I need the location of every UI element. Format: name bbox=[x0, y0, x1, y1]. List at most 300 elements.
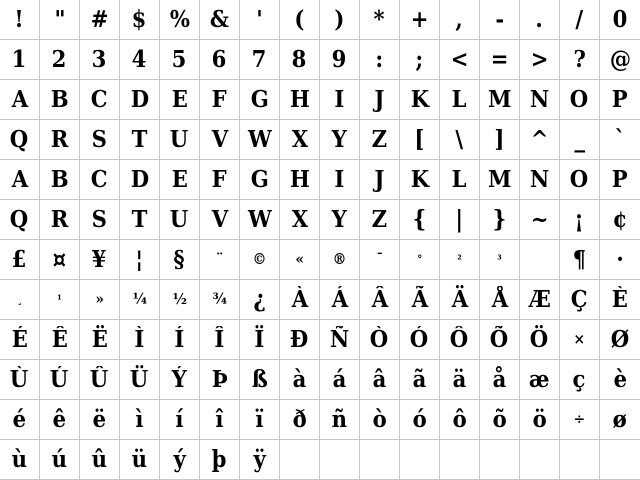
character-cell[interactable] bbox=[80, 120, 120, 160]
character-cell[interactable] bbox=[120, 120, 160, 160]
glyph: ¸ bbox=[16, 293, 23, 306]
glyph: × bbox=[573, 330, 586, 348]
glyph: Ç bbox=[571, 286, 588, 313]
glyph: ® bbox=[332, 250, 347, 268]
glyph: Ù bbox=[10, 366, 29, 393]
character-cell[interactable] bbox=[240, 400, 280, 440]
character-cell[interactable] bbox=[400, 280, 440, 320]
glyph: Ø bbox=[610, 326, 630, 353]
glyph: Y bbox=[331, 206, 348, 233]
character-cell[interactable] bbox=[400, 120, 440, 160]
glyph: © bbox=[252, 250, 267, 268]
character-cell[interactable] bbox=[440, 200, 480, 240]
character-cell[interactable] bbox=[360, 440, 400, 480]
glyph: _ bbox=[574, 126, 585, 153]
character-cell[interactable] bbox=[600, 0, 640, 40]
character-cell[interactable] bbox=[40, 320, 80, 360]
glyph: = bbox=[490, 46, 509, 73]
character-cell[interactable] bbox=[80, 40, 120, 80]
glyph: 8 bbox=[292, 46, 307, 73]
character-cell[interactable] bbox=[280, 0, 320, 40]
character-cell[interactable] bbox=[320, 0, 360, 40]
glyph: ì bbox=[135, 406, 144, 433]
glyph: Æ bbox=[528, 286, 551, 313]
glyph: È bbox=[611, 286, 629, 313]
character-cell[interactable] bbox=[40, 440, 80, 480]
character-cell[interactable] bbox=[40, 120, 80, 160]
glyph: Ð bbox=[290, 326, 309, 353]
character-cell[interactable] bbox=[120, 160, 160, 200]
glyph: } bbox=[492, 206, 507, 233]
character-cell[interactable] bbox=[560, 40, 600, 80]
glyph: A bbox=[11, 86, 28, 113]
glyph: ó bbox=[412, 406, 427, 433]
glyph: / bbox=[575, 6, 584, 33]
glyph: Ý bbox=[171, 366, 188, 393]
character-cell[interactable] bbox=[280, 280, 320, 320]
character-cell[interactable] bbox=[520, 40, 560, 80]
character-cell[interactable] bbox=[0, 280, 40, 320]
character-cell[interactable] bbox=[360, 280, 400, 320]
character-cell[interactable] bbox=[0, 120, 40, 160]
character-cell[interactable] bbox=[240, 120, 280, 160]
character-cell[interactable] bbox=[480, 200, 520, 240]
glyph: C bbox=[91, 86, 108, 113]
character-cell[interactable] bbox=[120, 0, 160, 40]
glyph: ã bbox=[412, 366, 427, 393]
glyph: \ bbox=[455, 126, 464, 153]
character-cell[interactable] bbox=[80, 0, 120, 40]
glyph: & bbox=[209, 6, 230, 33]
character-cell[interactable] bbox=[280, 320, 320, 360]
character-cell[interactable] bbox=[200, 440, 240, 480]
glyph: Ê bbox=[51, 326, 68, 353]
character-cell[interactable] bbox=[160, 400, 200, 440]
glyph: X bbox=[291, 126, 308, 153]
character-cell[interactable] bbox=[560, 280, 600, 320]
character-cell[interactable] bbox=[120, 40, 160, 80]
character-cell[interactable] bbox=[0, 240, 40, 280]
character-cell[interactable] bbox=[40, 360, 80, 400]
character-cell[interactable] bbox=[520, 240, 560, 280]
character-cell[interactable] bbox=[440, 40, 480, 80]
character-cell[interactable] bbox=[240, 200, 280, 240]
character-cell[interactable] bbox=[560, 240, 600, 280]
glyph: Z bbox=[371, 206, 388, 233]
character-cell[interactable] bbox=[200, 40, 240, 80]
glyph: Í bbox=[174, 326, 185, 353]
character-cell[interactable] bbox=[0, 160, 40, 200]
glyph: Û bbox=[90, 366, 109, 393]
glyph: ` bbox=[614, 126, 626, 153]
character-cell[interactable] bbox=[400, 0, 440, 40]
character-cell[interactable] bbox=[200, 200, 240, 240]
character-cell[interactable] bbox=[600, 160, 640, 200]
glyph: S bbox=[91, 206, 108, 233]
character-cell[interactable] bbox=[520, 160, 560, 200]
glyph: H bbox=[289, 166, 310, 193]
glyph: Y bbox=[331, 126, 348, 153]
glyph: T bbox=[131, 206, 148, 233]
character-cell[interactable] bbox=[280, 160, 320, 200]
character-cell[interactable] bbox=[40, 400, 80, 440]
character-cell[interactable] bbox=[120, 440, 160, 480]
glyph: Ö bbox=[530, 326, 549, 353]
glyph: ò bbox=[372, 406, 387, 433]
glyph: « bbox=[295, 250, 304, 268]
glyph: W bbox=[247, 206, 272, 233]
character-cell[interactable] bbox=[160, 240, 200, 280]
character-cell[interactable] bbox=[480, 120, 520, 160]
character-cell[interactable] bbox=[80, 320, 120, 360]
character-cell[interactable] bbox=[40, 40, 80, 80]
character-cell[interactable] bbox=[440, 80, 480, 120]
character-cell[interactable] bbox=[480, 280, 520, 320]
character-cell[interactable] bbox=[80, 160, 120, 200]
glyph: à bbox=[292, 366, 307, 393]
character-cell[interactable] bbox=[80, 360, 120, 400]
character-cell[interactable] bbox=[440, 280, 480, 320]
character-cell[interactable] bbox=[440, 320, 480, 360]
character-cell[interactable] bbox=[120, 400, 160, 440]
glyph: ¿ bbox=[253, 286, 266, 313]
character-cell[interactable] bbox=[240, 360, 280, 400]
character-cell[interactable] bbox=[480, 440, 520, 480]
character-cell[interactable] bbox=[320, 280, 360, 320]
character-cell[interactable] bbox=[360, 120, 400, 160]
glyph: % bbox=[169, 6, 190, 33]
glyph: " bbox=[53, 6, 66, 33]
character-cell[interactable] bbox=[240, 280, 280, 320]
character-cell[interactable] bbox=[40, 0, 80, 40]
character-cell[interactable] bbox=[560, 80, 600, 120]
character-cell[interactable] bbox=[360, 320, 400, 360]
character-cell[interactable] bbox=[400, 240, 440, 280]
character-cell[interactable] bbox=[600, 360, 640, 400]
character-cell[interactable] bbox=[600, 400, 640, 440]
character-cell[interactable] bbox=[320, 360, 360, 400]
character-cell[interactable] bbox=[160, 80, 200, 120]
character-cell[interactable] bbox=[80, 200, 120, 240]
character-cell[interactable] bbox=[240, 240, 280, 280]
character-cell[interactable] bbox=[160, 280, 200, 320]
character-cell[interactable] bbox=[280, 80, 320, 120]
character-cell[interactable] bbox=[600, 80, 640, 120]
glyph: V bbox=[211, 126, 228, 153]
glyph: Þ bbox=[211, 366, 228, 393]
glyph: 4 bbox=[132, 46, 147, 73]
character-cell[interactable] bbox=[600, 440, 640, 480]
character-cell[interactable] bbox=[440, 0, 480, 40]
character-cell[interactable] bbox=[200, 120, 240, 160]
character-cell[interactable] bbox=[480, 0, 520, 40]
glyph: ½ bbox=[172, 290, 187, 308]
character-cell[interactable] bbox=[520, 120, 560, 160]
character-cell[interactable] bbox=[560, 440, 600, 480]
glyph: ^ bbox=[530, 126, 549, 153]
character-cell[interactable] bbox=[440, 400, 480, 440]
character-cell[interactable] bbox=[600, 320, 640, 360]
glyph: 0 bbox=[612, 6, 628, 33]
character-cell[interactable] bbox=[280, 400, 320, 440]
character-cell[interactable] bbox=[400, 440, 440, 480]
glyph: ¢ bbox=[612, 206, 628, 233]
character-cell[interactable] bbox=[320, 320, 360, 360]
glyph: Ë bbox=[91, 326, 108, 353]
character-cell[interactable] bbox=[160, 360, 200, 400]
character-cell[interactable] bbox=[240, 160, 280, 200]
character-cell[interactable] bbox=[200, 80, 240, 120]
character-cell[interactable] bbox=[0, 440, 40, 480]
glyph: û bbox=[91, 446, 108, 473]
glyph: Q bbox=[10, 126, 29, 153]
character-cell[interactable] bbox=[200, 320, 240, 360]
glyph: é bbox=[12, 406, 27, 433]
character-cell[interactable] bbox=[0, 360, 40, 400]
character-cell[interactable] bbox=[120, 240, 160, 280]
character-cell[interactable] bbox=[320, 80, 360, 120]
character-cell[interactable] bbox=[320, 240, 360, 280]
glyph: M bbox=[487, 166, 512, 193]
character-cell[interactable] bbox=[480, 240, 520, 280]
character-cell[interactable] bbox=[80, 280, 120, 320]
glyph: ¥ bbox=[92, 246, 107, 273]
character-cell[interactable] bbox=[280, 240, 320, 280]
glyph: ¹ bbox=[57, 293, 62, 306]
character-cell[interactable] bbox=[400, 80, 440, 120]
character-cell[interactable] bbox=[240, 0, 280, 40]
character-cell[interactable] bbox=[480, 80, 520, 120]
character-cell[interactable] bbox=[400, 360, 440, 400]
character-cell[interactable] bbox=[280, 360, 320, 400]
character-cell[interactable] bbox=[240, 40, 280, 80]
glyph: î bbox=[215, 406, 224, 433]
character-cell[interactable] bbox=[200, 360, 240, 400]
glyph: 3 bbox=[92, 46, 107, 73]
character-cell[interactable] bbox=[240, 80, 280, 120]
character-cell[interactable] bbox=[0, 80, 40, 120]
character-cell[interactable] bbox=[0, 320, 40, 360]
character-cell[interactable] bbox=[280, 40, 320, 80]
character-cell[interactable] bbox=[480, 320, 520, 360]
glyph: ù bbox=[11, 446, 28, 473]
character-cell[interactable] bbox=[520, 280, 560, 320]
character-cell[interactable] bbox=[480, 160, 520, 200]
character-cell[interactable] bbox=[200, 280, 240, 320]
character-cell[interactable] bbox=[440, 440, 480, 480]
character-cell[interactable] bbox=[120, 80, 160, 120]
character-cell[interactable] bbox=[360, 200, 400, 240]
glyph: Ú bbox=[50, 366, 69, 393]
character-cell[interactable] bbox=[400, 160, 440, 200]
character-cell[interactable] bbox=[560, 320, 600, 360]
character-cell[interactable] bbox=[160, 200, 200, 240]
glyph: 9 bbox=[332, 46, 347, 73]
glyph: + bbox=[410, 6, 429, 33]
character-cell[interactable] bbox=[520, 400, 560, 440]
glyph: ð bbox=[292, 406, 307, 433]
character-cell[interactable] bbox=[480, 400, 520, 440]
glyph: ' bbox=[256, 6, 263, 33]
character-cell[interactable] bbox=[80, 440, 120, 480]
character-cell[interactable] bbox=[600, 120, 640, 160]
character-cell[interactable] bbox=[40, 160, 80, 200]
character-cell[interactable] bbox=[560, 360, 600, 400]
character-cell[interactable] bbox=[160, 40, 200, 80]
glyph: E bbox=[171, 86, 188, 113]
glyph: $ bbox=[132, 6, 147, 33]
glyph: Ó bbox=[410, 326, 429, 353]
character-cell[interactable] bbox=[160, 160, 200, 200]
glyph: O bbox=[570, 166, 589, 193]
character-cell[interactable] bbox=[160, 320, 200, 360]
character-cell[interactable] bbox=[600, 40, 640, 80]
glyph: · bbox=[616, 246, 624, 273]
glyph: I bbox=[334, 166, 345, 193]
character-cell[interactable] bbox=[360, 160, 400, 200]
glyph: ~ bbox=[530, 206, 549, 233]
character-cell[interactable] bbox=[40, 280, 80, 320]
glyph: K bbox=[410, 86, 429, 113]
glyph: þ bbox=[212, 446, 227, 473]
glyph: ø bbox=[612, 406, 628, 433]
glyph: Õ bbox=[490, 326, 509, 353]
character-cell[interactable] bbox=[0, 40, 40, 80]
character-cell[interactable] bbox=[120, 200, 160, 240]
character-cell[interactable] bbox=[440, 160, 480, 200]
character-cell[interactable] bbox=[560, 200, 600, 240]
glyph: ? bbox=[573, 46, 586, 73]
glyph: ü bbox=[131, 446, 148, 473]
glyph: X bbox=[291, 206, 308, 233]
character-cell[interactable] bbox=[600, 240, 640, 280]
glyph: À bbox=[291, 286, 308, 313]
character-cell[interactable] bbox=[400, 40, 440, 80]
character-cell[interactable] bbox=[520, 320, 560, 360]
character-cell[interactable] bbox=[360, 40, 400, 80]
character-cell[interactable] bbox=[560, 0, 600, 40]
character-cell[interactable] bbox=[0, 0, 40, 40]
glyph: R bbox=[50, 206, 69, 233]
character-cell[interactable] bbox=[600, 280, 640, 320]
character-cell[interactable] bbox=[280, 120, 320, 160]
glyph: H bbox=[289, 86, 310, 113]
glyph: ê bbox=[52, 406, 67, 433]
glyph: Ü bbox=[130, 366, 149, 393]
character-cell[interactable] bbox=[200, 0, 240, 40]
character-cell[interactable] bbox=[320, 200, 360, 240]
glyph: B bbox=[50, 86, 69, 113]
character-cell[interactable] bbox=[40, 240, 80, 280]
character-cell[interactable] bbox=[160, 0, 200, 40]
character-cell[interactable] bbox=[560, 120, 600, 160]
glyph: Ò bbox=[370, 326, 389, 353]
glyph: O bbox=[570, 86, 589, 113]
character-cell[interactable] bbox=[440, 360, 480, 400]
character-cell[interactable] bbox=[240, 320, 280, 360]
character-cell[interactable] bbox=[320, 40, 360, 80]
glyph: W bbox=[247, 126, 272, 153]
character-cell[interactable] bbox=[0, 400, 40, 440]
glyph: 6 bbox=[212, 46, 227, 73]
character-cell[interactable] bbox=[80, 80, 120, 120]
character-cell[interactable] bbox=[360, 240, 400, 280]
character-cell[interactable] bbox=[160, 120, 200, 160]
character-cell[interactable] bbox=[320, 160, 360, 200]
character-cell[interactable] bbox=[360, 80, 400, 120]
character-cell[interactable] bbox=[40, 80, 80, 120]
character-cell[interactable] bbox=[200, 400, 240, 440]
glyph: 7 bbox=[252, 46, 267, 73]
character-cell[interactable] bbox=[400, 200, 440, 240]
character-cell[interactable] bbox=[320, 120, 360, 160]
character-cell[interactable] bbox=[520, 360, 560, 400]
glyph: » bbox=[95, 290, 104, 308]
character-cell[interactable] bbox=[440, 120, 480, 160]
character-cell[interactable] bbox=[80, 240, 120, 280]
character-cell[interactable] bbox=[520, 200, 560, 240]
glyph: ë bbox=[92, 406, 107, 433]
character-cell[interactable] bbox=[320, 400, 360, 440]
glyph: K bbox=[410, 166, 429, 193]
character-cell[interactable] bbox=[400, 320, 440, 360]
glyph: | bbox=[455, 206, 464, 233]
character-cell[interactable] bbox=[120, 360, 160, 400]
glyph: U bbox=[170, 126, 189, 153]
glyph: 5 bbox=[172, 46, 187, 73]
character-cell[interactable] bbox=[480, 40, 520, 80]
character-cell[interactable] bbox=[360, 400, 400, 440]
glyph: < bbox=[450, 46, 469, 73]
glyph: ] bbox=[494, 126, 505, 153]
character-cell[interactable] bbox=[120, 320, 160, 360]
character-cell[interactable] bbox=[200, 240, 240, 280]
character-cell[interactable] bbox=[560, 400, 600, 440]
character-cell[interactable] bbox=[40, 200, 80, 240]
character-cell[interactable] bbox=[240, 440, 280, 480]
glyph: Å bbox=[491, 286, 508, 313]
character-cell[interactable] bbox=[480, 360, 520, 400]
character-cell[interactable] bbox=[360, 360, 400, 400]
glyph: I bbox=[334, 86, 345, 113]
character-cell[interactable] bbox=[520, 80, 560, 120]
character-cell[interactable] bbox=[520, 0, 560, 40]
character-cell[interactable] bbox=[80, 400, 120, 440]
glyph: ¯ bbox=[376, 250, 383, 268]
glyph: J bbox=[374, 166, 385, 193]
character-cell[interactable] bbox=[320, 440, 360, 480]
glyph: í bbox=[175, 406, 184, 433]
glyph: F bbox=[211, 86, 228, 113]
character-cell[interactable] bbox=[0, 200, 40, 240]
character-cell[interactable] bbox=[200, 160, 240, 200]
character-cell[interactable] bbox=[520, 440, 560, 480]
character-cell[interactable] bbox=[560, 160, 600, 200]
character-cell[interactable] bbox=[400, 400, 440, 440]
glyph: ÷ bbox=[573, 410, 586, 428]
character-cell[interactable] bbox=[280, 200, 320, 240]
character-cell[interactable] bbox=[440, 240, 480, 280]
glyph: ô bbox=[452, 406, 467, 433]
character-cell[interactable] bbox=[600, 200, 640, 240]
character-cell[interactable] bbox=[120, 280, 160, 320]
glyph: ï bbox=[255, 406, 264, 433]
character-cell[interactable] bbox=[360, 0, 400, 40]
character-cell[interactable] bbox=[280, 440, 320, 480]
character-cell[interactable] bbox=[160, 440, 200, 480]
glyph: U bbox=[170, 206, 189, 233]
glyph: å bbox=[492, 366, 507, 393]
